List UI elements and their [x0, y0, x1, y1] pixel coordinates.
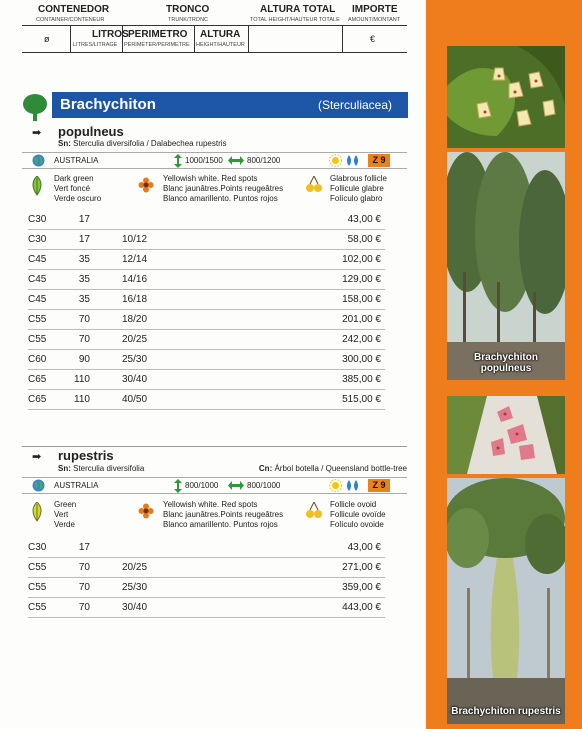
header-divider [342, 25, 343, 52]
hardiness-zone: Z 9 [368, 479, 390, 492]
flower-description: Yellowish white. Red spots Blanc jaunâtres.Points reugeâtres Blanco amarillento. Puntos rojos [163, 174, 284, 203]
table-row [28, 270, 385, 290]
header-importe: IMPORTE [352, 4, 398, 15]
header-divider [248, 25, 249, 52]
litres: 70 [78, 562, 90, 573]
water-drops-icon [345, 479, 361, 492]
price: 443,00 € [342, 602, 381, 613]
litres: 35 [78, 274, 90, 285]
litres: 17 [78, 542, 90, 553]
container-size: C30 [28, 234, 47, 245]
container-size: C30 [28, 542, 47, 553]
header-altura-total-sub: TOTAL HEIGHT/HAUTEUR TOTALE [250, 17, 340, 23]
container-size: C45 [28, 294, 47, 305]
container-size: C55 [28, 602, 47, 613]
leaf-icon [30, 502, 44, 522]
table-row [28, 350, 385, 370]
table-row [28, 538, 385, 558]
synonyms [58, 139, 227, 148]
price: 43,00 € [347, 214, 381, 225]
height-arrow-icon [174, 479, 182, 493]
genus-name: Brachychiton [60, 96, 156, 113]
perimeter: 20/25 [122, 562, 148, 573]
synonym-label: Sn: [58, 464, 71, 473]
header-contenedor: CONTENEDOR [38, 4, 110, 15]
height-range: 800/1000 [185, 481, 219, 490]
perimeter: 25/30 [122, 354, 148, 365]
origin: AUSTRALIA [54, 156, 99, 165]
tree-icon [22, 93, 48, 121]
header-divider [194, 25, 195, 52]
table-row [28, 370, 385, 390]
container-size: C30 [28, 214, 47, 225]
info-row [22, 477, 407, 494]
header-perimetro-sub: PERIMETER/PERIMETRE [124, 42, 190, 48]
price: 43,00 € [347, 542, 381, 553]
table-row [28, 558, 385, 578]
perimeter: 40/50 [122, 394, 148, 405]
litres: 35 [78, 254, 90, 265]
perimeter: 18/20 [122, 314, 148, 325]
synonyms [58, 464, 144, 473]
globe-icon [32, 479, 45, 492]
table-row [28, 230, 385, 250]
perimeter: 14/16 [122, 274, 148, 285]
genus-bar [52, 92, 408, 118]
width-range: 800/1200 [247, 156, 281, 165]
table-row [28, 598, 385, 618]
container-size: C65 [28, 374, 47, 385]
genus-family: (Sterculiacea) [317, 98, 392, 112]
tree-photo-rupestris [447, 478, 565, 724]
litres: 70 [78, 314, 90, 325]
flower-icon [138, 177, 154, 193]
common-name-text: Árbol botella / Queensland bottle-tree [274, 464, 407, 473]
header-litros: LITROS [92, 29, 129, 40]
common-name-label: Cn: [258, 464, 273, 473]
price: 201,00 € [342, 314, 381, 325]
price: 271,00 € [342, 562, 381, 573]
table-row [28, 330, 385, 350]
hardiness-zone: Z 9 [368, 154, 390, 167]
container-size: C55 [28, 582, 47, 593]
litres: 35 [78, 294, 90, 305]
water-drops-icon [345, 154, 361, 167]
header-rule-bottom [22, 52, 407, 53]
header-altura-sub: HEIGHT/HAUTEUR [196, 42, 245, 48]
fruit-icon [306, 502, 322, 520]
table-row [28, 390, 385, 410]
origin: AUSTRALIA [54, 481, 99, 490]
table-row [28, 290, 385, 310]
width-range: 800/1000 [247, 481, 281, 490]
header-rule [22, 25, 407, 26]
header-contenedor-sub: CONTAINER/CONTENEUR [36, 17, 105, 23]
flower-icon [138, 503, 154, 519]
arrow-icon: ➡ [32, 127, 42, 139]
description-row [22, 172, 407, 212]
width-arrow-icon [228, 156, 244, 165]
arrow-icon: ➡ [32, 451, 42, 463]
header-currency: € [370, 34, 376, 44]
litres: 70 [78, 602, 90, 613]
table-row [28, 578, 385, 598]
header-importe-sub: AMOUNT/MONTANT [348, 17, 401, 23]
table-row [28, 210, 385, 230]
description-row [22, 498, 407, 538]
height-range: 1000/1500 [185, 156, 223, 165]
litres: 70 [78, 334, 90, 345]
header-altura: ALTURA [200, 29, 241, 40]
globe-icon [32, 154, 45, 167]
height-arrow-icon [174, 154, 182, 168]
leaf-icon [30, 176, 44, 196]
perimeter: 10/12 [122, 234, 148, 245]
fruit-description: Glabrous follicle Follicule glabre Folículo glabro [330, 174, 387, 203]
photo-caption: Brachychiton populneus [474, 352, 538, 374]
synonym-label: Sn: [58, 139, 71, 148]
perimeter: 30/40 [122, 602, 148, 613]
header-tronco: TRONCO [166, 4, 210, 15]
perimeter: 25/30 [122, 582, 148, 593]
litres: 70 [78, 582, 90, 593]
container-size: C55 [28, 562, 47, 573]
litres: 110 [74, 394, 90, 405]
synonym-text: Sterculia diversifolia [73, 464, 145, 473]
price: 102,00 € [342, 254, 381, 265]
width-arrow-icon [228, 481, 244, 490]
container-size: C65 [28, 394, 47, 405]
price: 158,00 € [342, 294, 381, 305]
flower-description: Yellowish white. Red spots Blanc jaunâtres.Points reugeâtres Blanco amarillento. Puntos rojos [163, 500, 284, 529]
price: 515,00 € [342, 394, 381, 405]
price: 359,00 € [342, 582, 381, 593]
header-diameter-symbol: ø [44, 34, 50, 44]
common-names [259, 464, 407, 473]
flower-photo-rupestris [447, 396, 565, 474]
perimeter: 20/25 [122, 334, 148, 345]
perimeter: 12/14 [122, 254, 148, 265]
sun-icon [329, 154, 342, 167]
fruit-icon [306, 176, 322, 194]
container-size: C45 [28, 254, 47, 265]
header-altura-total: ALTURA TOTAL [260, 4, 336, 15]
photo-caption: Brachychiton rupestris [451, 706, 561, 717]
species-name: rupestris [58, 448, 114, 463]
leaf-description: Dark green Vert foncé Verde oscuro [54, 174, 102, 203]
info-row [22, 152, 407, 169]
table-row [28, 250, 385, 270]
litres: 90 [78, 354, 90, 365]
container-size: C60 [28, 354, 47, 365]
container-size: C55 [28, 314, 47, 325]
price: 242,00 € [342, 334, 381, 345]
sun-icon [329, 479, 342, 492]
synonym-text: Sterculia diversifolia / Dalabechea rupestris [73, 139, 227, 148]
fruit-description: Follicle ovoid Follicule ovoïde Folículo ovoide [330, 500, 386, 529]
perimeter: 30/40 [122, 374, 148, 385]
catalog-header [22, 4, 407, 74]
price: 300,00 € [342, 354, 381, 365]
price: 129,00 € [342, 274, 381, 285]
perimeter: 16/18 [122, 294, 148, 305]
container-size: C45 [28, 274, 47, 285]
price: 385,00 € [342, 374, 381, 385]
litres: 17 [78, 234, 90, 245]
header-divider [70, 25, 71, 52]
flower-photo-populneus [447, 46, 565, 148]
price: 58,00 € [347, 234, 381, 245]
header-litros-sub: LITRES/LITRAGE [73, 42, 118, 48]
species-name: populneus [58, 124, 124, 139]
litres: 110 [74, 374, 90, 385]
header-tronco-sub: TRUNK/TRONC [168, 17, 209, 23]
litres: 17 [78, 214, 90, 225]
table-row [28, 310, 385, 330]
leaf-description: Green Vert Verde [54, 500, 77, 529]
container-size: C55 [28, 334, 47, 345]
tree-photo-populneus [447, 152, 565, 380]
header-perimetro: PERIMETRO [128, 29, 188, 40]
